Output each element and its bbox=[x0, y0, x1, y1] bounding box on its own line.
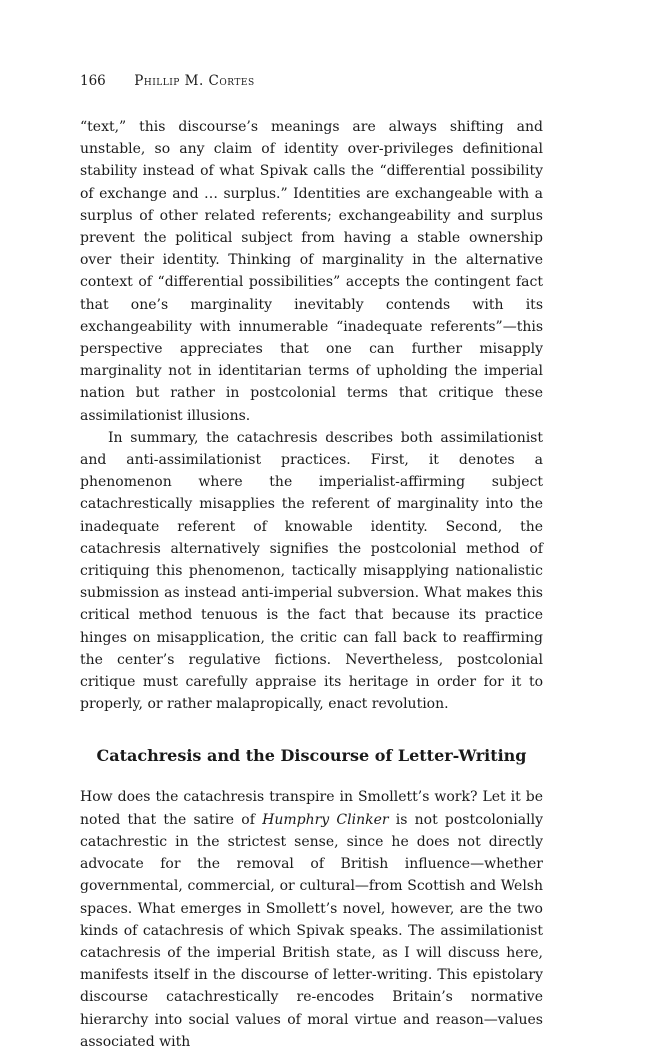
novel-title-italic: Humphry Clinker bbox=[262, 811, 389, 828]
body-paragraph-summary: In summary, the catachresis describes both assimilationist and anti-assimilationist practices. First, it denotes a phenomenon where the imperialist-affirming subject catachrestically misapplies the referent of marginality into the inadequate referent of knowable identity. Second, the catachresis alternatively signifies the postcolonial method of critiquing this phenomenon, tactically misapplying nationalistic submission as instead anti-imperial subversion. What makes this critical method tenuous is the fact that because its practice hinges on misapplication, the critic can fall back to reaffirming the center’s regulative fictions. Nevertheless, postcolonial critique must carefully appraise its heritage in order for it to properly, or rather malapropically, enact revolution. bbox=[80, 429, 543, 713]
body-paragraph-section-start bbox=[80, 786, 543, 1052]
book-page bbox=[80, 70, 543, 1053]
section-heading: Catachresis and the Discourse of Letter-Writing bbox=[96, 746, 527, 766]
running-head-author: Phillip M. Cortes bbox=[134, 73, 255, 89]
paragraph-text-after-title: is not postcolonially catachrestic in the strictest sense, since he does not directly advocate for the removal of British influence—whether governmental, commercial, or cultural—from Scottish and Welsh spaces. What emerges in Smollett’s novel, however, are the two kinds of catachresis of which Spivak speaks. The assimilationist catachresis of the imperial British state, as I will discuss here, manifests itself in the discourse of letter-writing. This epistolary discourse catachrestically re-encodes Britain’s normative hierarchy into social values of moral virtue and reason—values associated with bbox=[80, 811, 543, 1050]
paragraph-text-before-title: How does the catachresis transpire in Smollett’s work? Let it be noted that the satire of bbox=[80, 789, 543, 828]
body-paragraph-continued: “text,” this discourse’s meanings are always shifting and unstable, so any claim of identity over-privileges definitional stability instead of what Spivak calls the “differential possibility of exchange and … surplus.” Identities are exchangeable with a surplus of other related referents; exchangeability and surplus prevent the political subject from having a stable ownership over their identity. Thinking of marginality in the alternative context of “differential possibilities” accepts the contingent fact that one’s marginality inevitably contends with its exchangeability with innumerable “inadequate referents”—this perspective appreciates that one can further misapply marginality not in identitarian terms of upholding the imperial nation but rather in postcolonial terms that critique these assimilationist illusions. bbox=[80, 119, 543, 424]
page-number: 166 bbox=[80, 73, 106, 89]
running-head bbox=[80, 70, 543, 92]
